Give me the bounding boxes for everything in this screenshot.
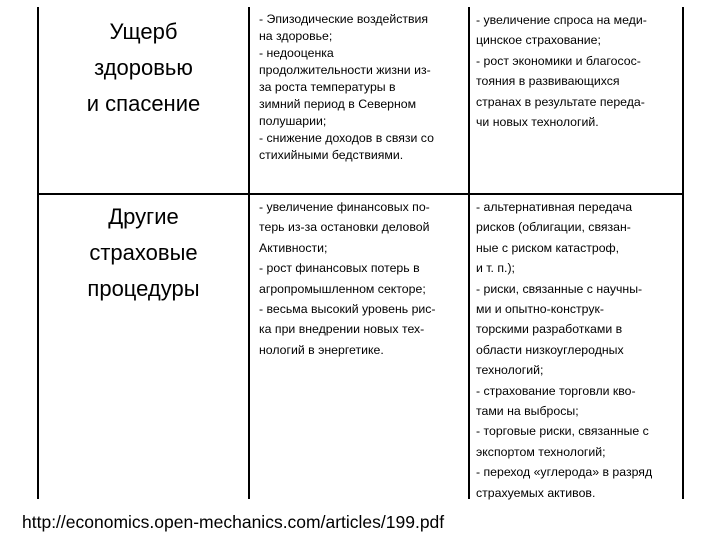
row-label-other-insurance: Другие страховые процедуры: [87, 204, 200, 301]
row1-impacts-cell: - Эпизодические воздействия на здоровье; - недооценка продолжительности жизни из- за роста температуры в зимний период в Северном полушарии; - снижение доходов в связи со стихийными бедствиями.: [259, 12, 434, 162]
row2-opportunities-cell: - альтернативная передача рисков (облигации, связан- ные с риском катастроф, и т. п.); - риски, связанные с научны- ми и опытно-конструк- торскими разработками в области низкоуглеродных технологий; - страхование торговли кво- тами на выбросы; - торговые риски, связанные с экспортом технологий; - переход «углерода» в разряд страхуемых активов.: [476, 200, 653, 500]
row-label-health-damage: Ущерб здоровью и спасение: [86, 19, 201, 116]
insurance-risk-table: [37, 7, 684, 499]
row2-impacts-cell: - увеличение финансовых по- терь из-за остановки деловой Активности; - рост финансовых потерь в агропромышленном секторе; - весьма высокий уровень рис- ка при внедрении новых тех- нологий в энергетике.: [259, 200, 436, 357]
table-column-divider: [248, 7, 250, 499]
row1-opportunities-cell: - увеличение спроса на меди- цинское страхование; - рост экономики и благосос- тояния в развивающихся странах в результате переда- чи новых технологий.: [476, 13, 647, 130]
source-url: http://economics.open-mechanics.com/articles/199.pdf: [22, 512, 445, 532]
table-row-divider: [37, 193, 684, 195]
table-column-divider: [468, 7, 470, 499]
table-border-right: [682, 7, 684, 499]
